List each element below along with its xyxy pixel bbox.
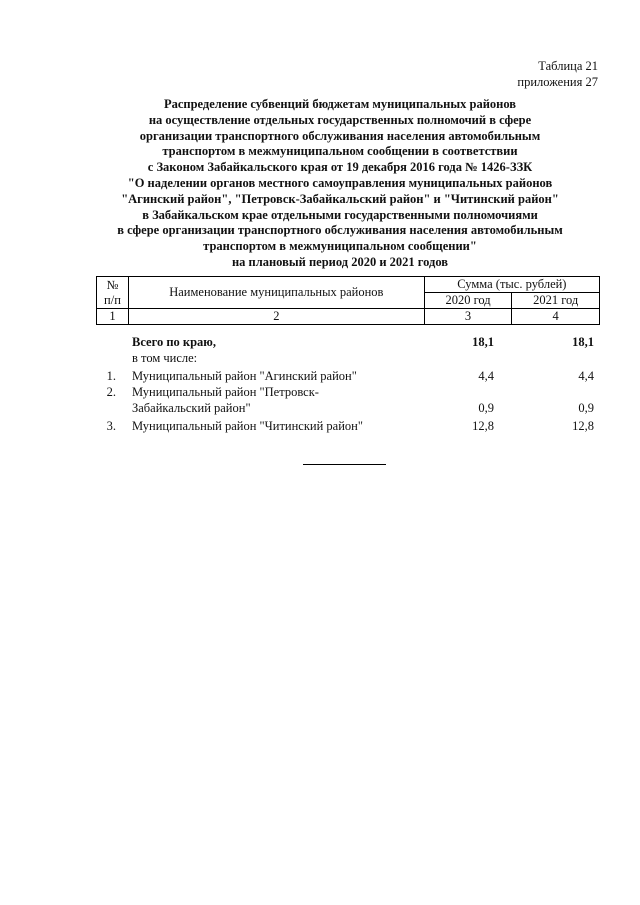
row-2021: 4,4 bbox=[578, 369, 594, 383]
header-name: Наименование муниципальных районов bbox=[128, 277, 424, 309]
row-2020: 4,4 bbox=[478, 369, 494, 383]
header-number-cell bbox=[97, 277, 129, 309]
title-line: "О наделении органов местного самоуправления муниципальных районов bbox=[127, 175, 553, 190]
row-name: Муниципальный район "Читинский район" bbox=[132, 419, 363, 433]
header-sum: Сумма (тыс. рублей) bbox=[424, 277, 599, 293]
title-line: Распределение субвенций бюджетам муниципальных районов bbox=[163, 97, 517, 111]
row-name-line1: Муниципальный район "Петровск- bbox=[132, 385, 319, 399]
header-number: № bbox=[106, 277, 119, 292]
total-2021: 18,1 bbox=[572, 335, 594, 349]
column-index: 1 bbox=[97, 309, 129, 325]
row-number: 1. bbox=[106, 369, 116, 383]
column-index: 2 bbox=[128, 309, 424, 325]
title-line: в Забайкальском крае отдельными государственными полномочиями bbox=[142, 207, 538, 222]
row-name-line2: Забайкальский район" bbox=[132, 401, 251, 415]
title-line: в сфере организации транспортного обслуживания населения автомобильным bbox=[117, 223, 563, 238]
annex-number: приложения 27 bbox=[517, 75, 598, 89]
row-2021: 0,9 bbox=[578, 401, 594, 415]
row-name: Муниципальный район "Агинский район" bbox=[132, 369, 357, 383]
including-label: в том числе: bbox=[132, 351, 198, 365]
title-line: на плановый период 2020 и 2021 годов bbox=[231, 254, 449, 269]
table-number: Таблица 21 bbox=[538, 59, 598, 73]
title-line: на осуществление отдельных государственных полномочий в сфере bbox=[148, 112, 532, 127]
title-line: организации транспортного обслуживания населения автомобильным bbox=[139, 128, 541, 143]
row-2020: 0,9 bbox=[478, 401, 494, 415]
title-line: "Агинский район", "Петровск-Забайкальский район" и "Читинский район" bbox=[121, 191, 559, 206]
title-line: транспортом в межмуниципальном сообщении в соответствии bbox=[162, 144, 518, 159]
table-header bbox=[96, 276, 600, 325]
end-divider bbox=[303, 464, 386, 465]
column-index: 4 bbox=[512, 309, 600, 325]
title-line: транспортом в межмуниципальном сообщении" bbox=[203, 239, 477, 254]
header-2021: 2021 год bbox=[512, 293, 600, 309]
column-index: 3 bbox=[424, 309, 512, 325]
row-number: 3. bbox=[106, 419, 116, 433]
header-number-sub: п/п bbox=[104, 292, 121, 307]
table-reference bbox=[517, 58, 598, 90]
header-2020: 2020 год bbox=[424, 293, 512, 309]
row-2021: 12,8 bbox=[572, 419, 594, 433]
row-number: 2. bbox=[106, 385, 116, 399]
row-2020: 12,8 bbox=[472, 419, 494, 433]
total-2020: 18,1 bbox=[472, 335, 494, 349]
document-title bbox=[70, 97, 610, 271]
title-line: с Законом Забайкальского края от 19 декабря 2016 года № 1426-ЗЗК bbox=[147, 160, 533, 175]
total-label: Всего по краю, bbox=[132, 335, 216, 349]
